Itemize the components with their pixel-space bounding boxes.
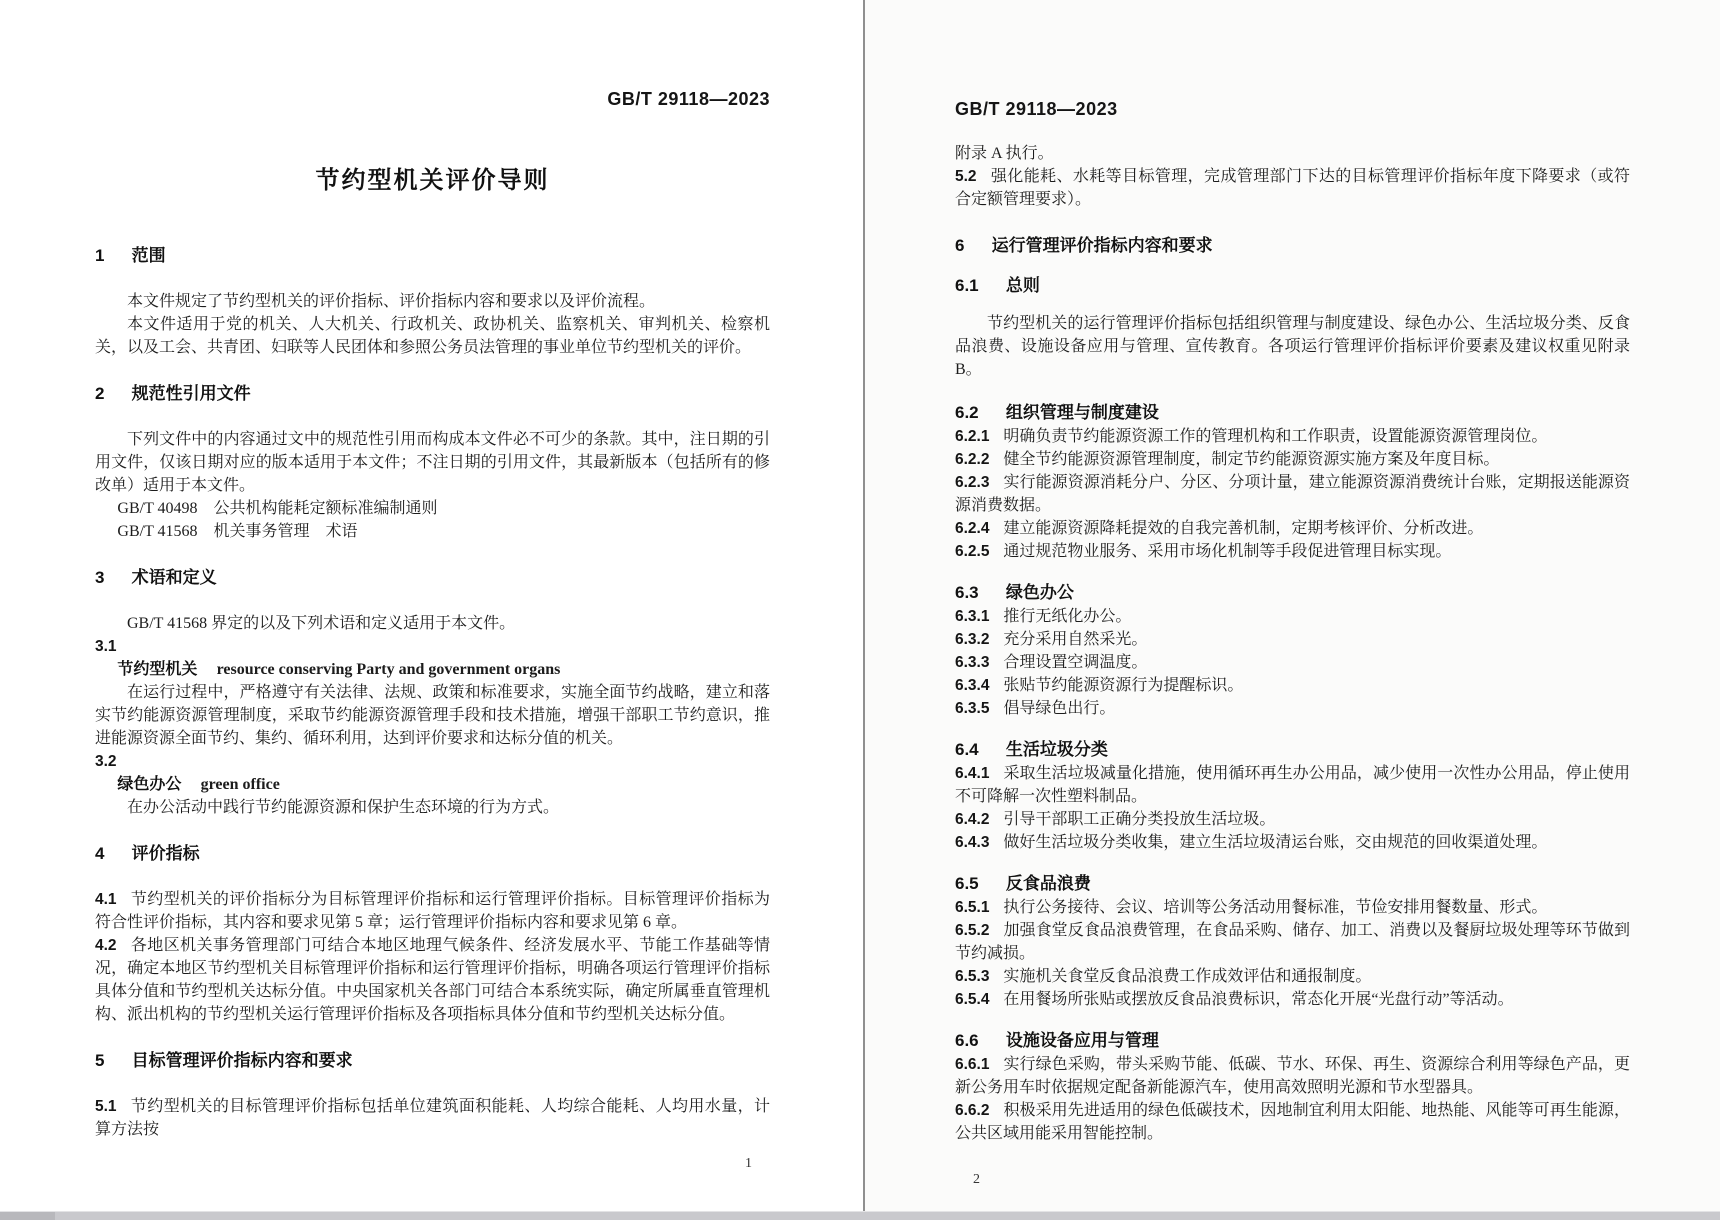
term-entry-3-1 — [95, 658, 770, 681]
document-title: 节约型机关评价导则 — [315, 167, 550, 194]
section-heading-6-operation-management: 6 运行管理评价指标内容和要求 — [955, 236, 1213, 255]
term-definition-3-1: 在运行过程中，严格遵守有关法律、法规、政策和标准要求，实施全面节约战略，建立和落实节约能源资源管理制度，采取节约能源资源管理手段和技术措施，增强干部职工节约意识，推进能源资源全面节约、集约、循环利用，达到评价要求和达标分值的机关。 — [95, 684, 770, 747]
clause-6-3-2: 6.3.2 充分采用自然采光。 — [955, 631, 1148, 648]
subsection-heading-6-1: 6.1 总则 — [955, 276, 1040, 295]
clause-6-2-1: 6.2.1 明确负责节约能源资源工作的管理机构和工作职责，设置能源资源管理岗位。 — [955, 428, 1548, 445]
scope-paragraph-2: 本文件适用于党的机关、人大机关、行政机关、政协机关、监察机关、审判机关、检察机关，以及工会、共青团、妇联等人民团体和参照公务员法管理的事业单位节约型机关的评价。 — [95, 316, 770, 356]
clause-5-2: 5.2 强化能耗、水耗等目标管理，完成管理部门下达的目标管理评价指标年度下降要求（或符合定额管理要求）。 — [955, 168, 1630, 208]
clause-6-3-4: 6.3.4 张贴节约能源资源行为提醒标识。 — [955, 677, 1244, 694]
page-number-1: 1 — [745, 1156, 752, 1171]
clause-6-2-5: 6.2.5 通过规范物业服务、采用市场化机制等手段促进管理目标实现。 — [955, 543, 1452, 560]
subsection-heading-6-6: 6.6 设施设备应用与管理 — [955, 1031, 1159, 1050]
clause-6-3-5: 6.3.5 倡导绿色出行。 — [955, 700, 1116, 717]
section-heading-3-terms: 3 术语和定义 — [95, 568, 217, 587]
clause-5-1: 5.1 节约型机关的目标管理评价指标包括单位建筑面积能耗、人均综合能耗、人均用水量，计算方法按 — [95, 1098, 770, 1138]
horizontal-scrollbar[interactable] — [0, 1211, 1720, 1220]
document-page-2 — [863, 0, 1720, 1212]
clause-6-5-1: 6.5.1 执行公务接待、会议、培训等公务活动用餐标准，节俭安排用餐数量、形式。 — [955, 899, 1548, 916]
term-number-3-2: 3.2 — [95, 753, 117, 770]
term-cn-3-1: 节约型机关 — [117, 661, 198, 678]
subsection-heading-6-4: 6.4 生活垃圾分类 — [955, 740, 1108, 759]
standard-number-header-left: GB/T 29118—2023 — [607, 89, 770, 109]
term-definition-3-2: 在办公活动中践行节约能源资源和保护生态环境的行为方式。 — [127, 799, 560, 816]
subsection-heading-6-2: 6.2 组织管理与制度建设 — [955, 403, 1159, 422]
clause-6-5-4: 6.5.4 在用餐场所张贴或摆放反食品浪费标识，常态化开展“光盘行动”等活动。 — [955, 991, 1514, 1008]
standard-number-header-right: GB/T 29118—2023 — [955, 99, 1118, 119]
clause-6-3-1: 6.3.1 推行无纸化办公。 — [955, 608, 1132, 625]
reference-gbt-41568: GB/T 41568 机关事务管理 术语 — [117, 523, 358, 540]
clause-5-1-continuation: 附录 A 执行。 — [955, 145, 1054, 162]
term-cn-3-2: 绿色办公 — [117, 776, 182, 793]
clause-4-2: 4.2 各地区机关事务管理部门可结合本地区地理气候条件、经济发展水平、节能工作基础等情况，确定本地区节约型机关目标管理评价指标和运行管理评价指标，明确各项运行管理评价指标具体分值和节约型机关达标分值。中央国家机关各部门可结合本系统实际，确定所属垂直管理机构、派出机构的节约型机关运行管理评价指标及各项指标具体分值和节约型机关达标分值。 — [95, 937, 770, 1023]
clause-4-1: 4.1 节约型机关的评价指标分为目标管理评价指标和运行管理评价指标。目标管理评价指标为符合性评价指标，其内容和要求见第 5 章；运行管理评价指标内容和要求见第 6 章。 — [95, 891, 770, 931]
term-en-3-2: green office — [200, 776, 280, 793]
clause-6-3-3: 6.3.3 合理设置空调温度。 — [955, 654, 1148, 671]
general-rules-paragraph: 节约型机关的运行管理评价指标包括组织管理与制度建设、绿色办公、生活垃圾分类、反食品浪费、设施设备应用与管理、宣传教育。各项运行管理评价指标评价要素及建议权重见附录 B。 — [955, 315, 1630, 378]
normative-references-paragraph: 下列文件中的内容通过文中的规范性引用而构成本文件必不可少的条款。其中，注日期的引用文件，仅该日期对应的版本适用于本文件；不注日期的引用文件，其最新版本（包括所有的修改单）适用于本文件。 — [95, 431, 770, 494]
section-heading-5-target-management: 5 目标管理评价指标内容和要求 — [95, 1051, 353, 1070]
clause-6-5-2: 6.5.2 加强食堂反食品浪费管理，在食品采购、储存、加工、消费以及餐厨垃圾处理等环节做到节约减损。 — [955, 922, 1630, 962]
clause-6-2-2: 6.2.2 健全节约能源资源管理制度，制定节约能源资源实施方案及年度目标。 — [955, 451, 1500, 468]
terms-intro-paragraph: GB/T 41568 界定的以及下列术语和定义适用于本文件。 — [127, 615, 516, 632]
document-page-1 — [0, 0, 863, 1212]
scrollbar-thumb[interactable] — [0, 1212, 55, 1220]
section-heading-1-scope: 1 范围 — [95, 246, 166, 265]
subsection-heading-6-3: 6.3 绿色办公 — [955, 583, 1074, 602]
section-heading-2-normative-references: 2 规范性引用文件 — [95, 384, 251, 403]
section-heading-4-indicators: 4 评价指标 — [95, 844, 200, 863]
clause-6-6-2: 6.6.2 积极采用先进适用的绿色低碳技术，因地制宜利用太阳能、地热能、风能等可再生能源，公共区域用能采用智能控制。 — [955, 1102, 1630, 1142]
scope-paragraph-1: 本文件规定了节约型机关的评价指标、评价指标内容和要求以及评价流程。 — [127, 293, 656, 310]
reference-gbt-40498: GB/T 40498 公共机构能耗定额标准编制通则 — [117, 500, 438, 517]
clause-6-2-3: 6.2.3 实行能源资源消耗分户、分区、分项计量，建立能源资源消费统计台账，定期报送能源资源消费数据。 — [955, 474, 1630, 514]
clause-6-4-1: 6.4.1 采取生活垃圾减量化措施，使用循环再生办公用品，减少使用一次性办公用品，停止使用不可降解一次性塑料制品。 — [955, 765, 1630, 805]
clause-6-4-2: 6.4.2 引导干部职工正确分类投放生活垃圾。 — [955, 811, 1276, 828]
term-number-3-1: 3.1 — [95, 638, 117, 655]
clause-6-2-4: 6.2.4 建立能源资源降耗提效的自我完善机制，定期考核评价、分析改进。 — [955, 520, 1484, 537]
clause-6-4-3: 6.4.3 做好生活垃圾分类收集，建立生活垃圾清运台账，交由规范的回收渠道处理。 — [955, 834, 1548, 851]
term-entry-3-2 — [95, 773, 770, 796]
page-number-2: 2 — [973, 1172, 980, 1187]
clause-6-6-1: 6.6.1 实行绿色采购，带头采购节能、低碳、节水、环保、再生、资源综合利用等绿色产品，更新公务用车时依据规定配备新能源汽车，使用高效照明光源和节水型器具。 — [955, 1056, 1630, 1096]
clause-6-5-3: 6.5.3 实施机关食堂反食品浪费工作成效评估和通报制度。 — [955, 968, 1372, 985]
subsection-heading-6-5: 6.5 反食品浪费 — [955, 874, 1091, 893]
term-en-3-1: resource conserving Party and government organs — [216, 661, 561, 678]
